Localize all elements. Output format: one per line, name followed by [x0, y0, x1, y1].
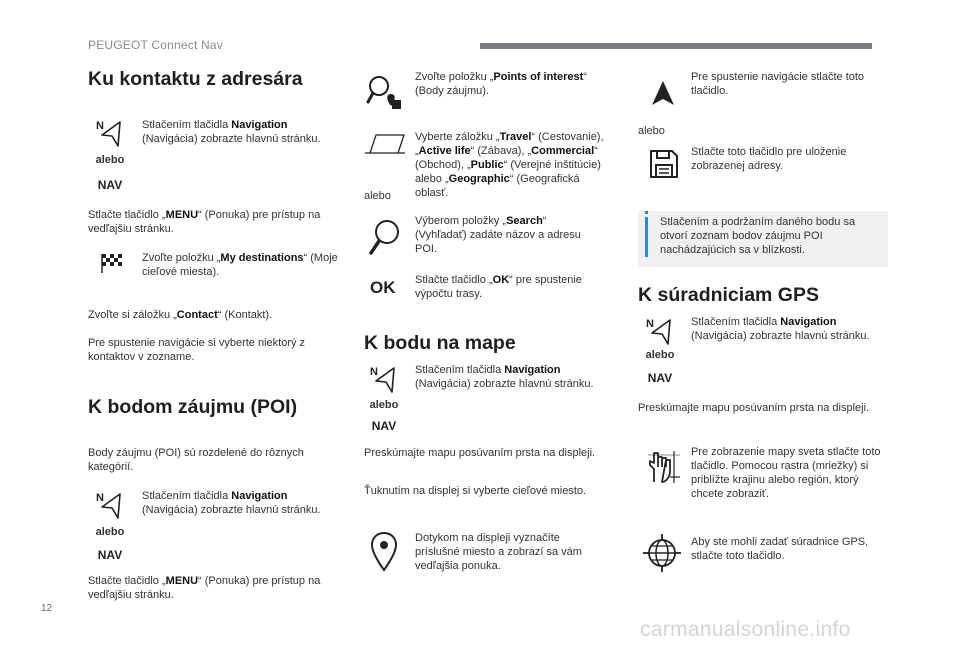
tab-text: Vyberte záložku „Travel“ (Cestovanie), „Active life“ (Zábava), „Commercial“ (Obchod), „Public“ (Verejné inštitúcie) alebo „Geographic“ (Geografická oblasť.	[415, 131, 604, 199]
nav-or-label: alebo	[95, 154, 125, 166]
section-title-gps: K súradniciam GPS	[638, 284, 819, 306]
s1-dest-text: Zvoľte položku „My destinations“ (Moje cieľové miesta).	[142, 252, 338, 278]
ok-text: Stlačte tlačidlo „OK“ pre spustenie výpočtu trasy.	[415, 274, 582, 300]
nav-button-4	[640, 314, 680, 392]
s1-contact-text: Zvoľte si záložku „Contact“ (Kontakt).	[88, 309, 273, 321]
svg-text:N: N	[96, 492, 104, 504]
nav-button-2	[90, 488, 130, 566]
info-text: Stlačením a podržaním daného bodu sa otvorí zoznam bodov záujmu POI nachádzajúcich sa v blízkosti.	[660, 216, 856, 256]
svg-text:N: N	[96, 120, 104, 132]
search-text: Výberom položky „Search“ (Vyhľadať) zadáte názov a adresu POI.	[415, 215, 581, 255]
s2-menu-text: Stlačte tlačidlo „MENU“ (Ponuka) pre prístup na vedľajšiu stránku.	[88, 575, 321, 601]
globe-gps-icon	[642, 533, 682, 573]
s1-menu-text: Stlačte tlačidlo „MENU“ (Ponuka) pre prístup na vedľajšiu stránku.	[88, 209, 321, 235]
checkered-flag-icon	[100, 252, 124, 274]
poi-text: Zvoľte položku „Points of interest“ (Body záujmu).	[415, 71, 587, 97]
svg-text:N: N	[646, 318, 654, 330]
nav-or-label: alebo	[369, 399, 399, 411]
info-bar	[645, 217, 648, 257]
s4-explore-text: Preskúmajte mapu posúvaním prsta na displeji.	[638, 402, 870, 414]
ok-icon: OK	[370, 278, 396, 297]
s3-nav-text: Stlačením tlačidla Navigation (Navigácia) zobrazte hlavnú stránku.	[415, 364, 594, 390]
info-icon	[645, 211, 648, 214]
header-title: PEUGEOT Connect Nav	[88, 38, 223, 52]
nav-label: NAV	[647, 371, 673, 385]
s3-pin-text: Dotykom na displeji vyznačíte príslušné miesto a zobrazí sa vám vedľajšia ponuka.	[415, 532, 582, 572]
section-title-poi: K bodom záujmu (POI)	[88, 396, 298, 418]
nav-label: NAV	[97, 178, 123, 192]
nav-arrow-icon	[90, 488, 130, 528]
nav-label: NAV	[97, 548, 123, 562]
location-pin-icon	[368, 530, 400, 574]
nav-button-3	[364, 362, 404, 440]
page-number: 12	[41, 603, 53, 614]
section-title-contacts: Ku kontaktu z adresára	[88, 68, 303, 90]
s1-start-text: Pre spustenie navigácie si vyberte niektorý z kontaktov v zozname.	[88, 337, 306, 363]
save-text: Stlačte toto tlačidlo pre uloženie zobrazenej adresy.	[691, 146, 847, 172]
start-text: Pre spustenie navigácie stlačte toto tlačidlo.	[691, 71, 865, 97]
header-bar	[480, 43, 872, 49]
s1-nav-text: Stlačením tlačidla Navigation (Navigácia) zobrazte hlavnú stránku.	[142, 119, 321, 145]
nav-or-label: alebo	[645, 349, 675, 361]
s2-intro-text: Body záujmu (POI) sú rozdelené do rôznych kategórií.	[88, 447, 304, 473]
s3-tap-text: Ťuknutím na displej si vyberte cieľové miesto.	[364, 485, 587, 497]
nav-arrow-icon	[90, 116, 130, 156]
svg-text:N: N	[370, 366, 378, 378]
watermark: carmanualsonline.info	[640, 618, 851, 641]
nav-button-1	[90, 116, 130, 194]
world-map-grid-icon	[646, 449, 682, 485]
nav-arrow-icon	[364, 362, 404, 402]
s3-explore-text: Preskúmajte mapu posúvaním prsta na displeji.	[364, 447, 596, 459]
nav-or-label: alebo	[95, 526, 125, 538]
or-label-2: alebo	[638, 125, 665, 137]
nav-arrow-icon	[640, 314, 680, 354]
search-icon	[368, 218, 402, 256]
save-icon	[648, 148, 680, 180]
start-navigation-icon	[648, 78, 678, 108]
s4-grid-text: Pre zobrazenie mapy sveta stlačte toto tlačidlo. Pomocou rastra (mriežky) si priblížte krajinu alebo región, ktorý chcete zobraziť.	[691, 446, 881, 500]
section-title-map-point: K bodu na mape	[364, 332, 516, 354]
tab-icon	[364, 133, 406, 155]
s4-nav-text: Stlačením tlačidla Navigation (Navigácia) zobrazte hlavnú stránku.	[691, 316, 870, 342]
s4-gps-text: Aby ste mohli zadať súradnice GPS, stlačte toto tlačidlo.	[691, 536, 869, 562]
points-of-interest-icon	[364, 72, 404, 112]
s2-nav-text: Stlačením tlačidla Navigation (Navigácia) zobrazte hlavnú stránku.	[142, 490, 321, 516]
nav-label: NAV	[371, 419, 397, 433]
or-label: alebo	[364, 190, 391, 202]
